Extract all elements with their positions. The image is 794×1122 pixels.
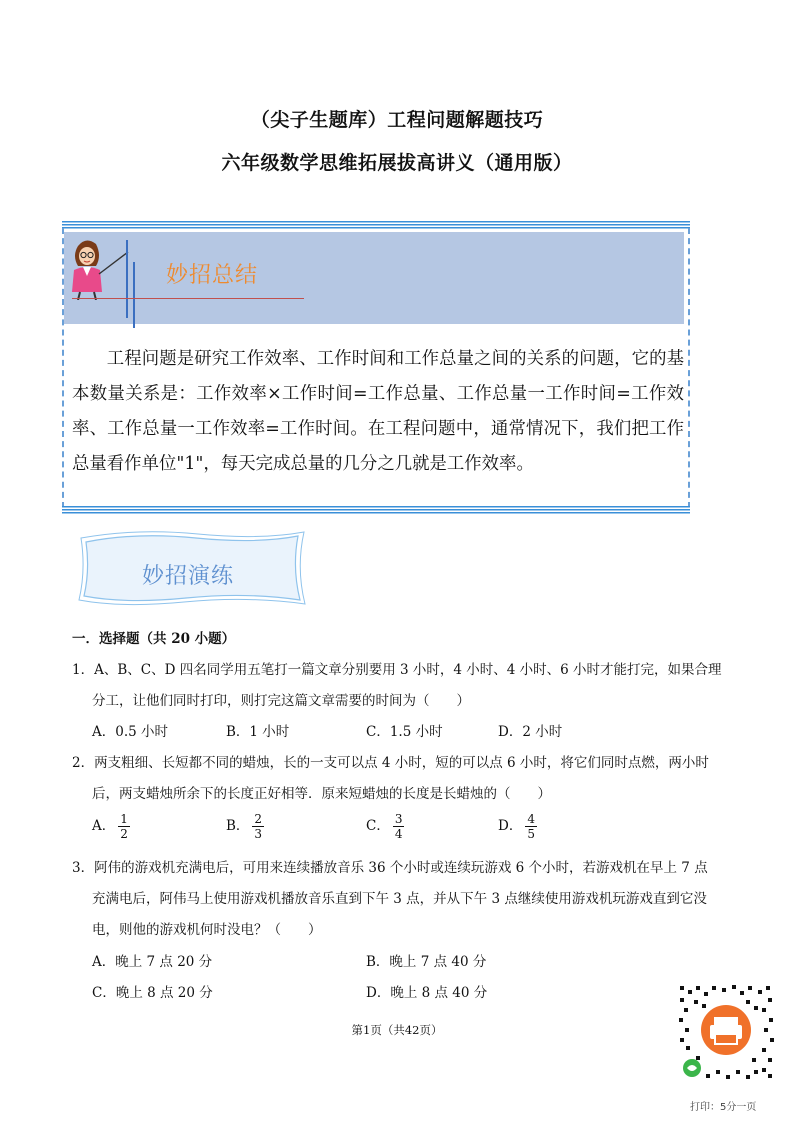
qr-code-icon[interactable]	[676, 982, 776, 1082]
summary-paragraph: 工程问题是研究工作效率、工作时间和工作总量之间的关系的问题，它的基本数量关系是：工作效率×工作时间=工作总量、工作总量一工作时间=工作效率、工作总量一工作效率=工作时间。在工程问题中，通常情况下，我们把工作总量看作单位"1"，每天完成总量的几分之几就是工作效率。	[72, 349, 684, 474]
question-3-line1: 3．阿伟的游戏机充满电后，可用来连续播放音乐 36 个小时或连续玩游戏 6 个小时，若游戏机在早上 7 点	[72, 860, 708, 876]
question-2-line1: 2．两支粗细、长短都不同的蜡烛，长的一支可以点 4 小时，短的可以点 6 小时，将它们同时点燃，两小时	[72, 755, 709, 771]
page-number: 第1页（共42页）	[351, 1023, 443, 1037]
document-subtitle: 六年级数学思维拓展拔高讲义（通用版）	[221, 152, 573, 174]
summary-underline	[72, 298, 304, 299]
fraction-numerator: 2	[254, 812, 263, 826]
option-letter: A．	[92, 818, 116, 834]
bottom-stripe	[62, 506, 690, 515]
fraction	[118, 812, 130, 841]
question-3-option-a: A．晚上 7 点 20 分	[92, 954, 213, 970]
question-2-option-c	[366, 812, 404, 841]
question-2-option-a	[92, 812, 130, 841]
question-2-line2: 后，两支蜡烛所余下的长度正好相等．原来短蜡烛的长度是长蜡烛的（ ）	[92, 786, 551, 802]
fraction	[525, 812, 537, 841]
document-title: （尖子生题库）工程问题解题技巧	[250, 109, 544, 131]
question-1-option-a: A．0.5 小时	[92, 724, 169, 740]
summary-vline	[133, 262, 135, 328]
option-letter: B．	[226, 818, 250, 834]
fraction-denominator: 2	[120, 827, 128, 841]
question-3-option-b: B．晚上 7 点 40 分	[366, 954, 487, 970]
fraction-denominator: 5	[527, 827, 535, 841]
teacher-icon	[66, 236, 132, 300]
option-letter: C．	[366, 818, 390, 834]
section-title: 一．选择题（共 20 小题）	[72, 631, 236, 647]
summary-body	[72, 342, 684, 482]
fraction	[393, 812, 405, 841]
fraction-numerator: 4	[527, 812, 535, 826]
question-2-option-d	[498, 812, 537, 841]
summary-heading: 妙招总结	[166, 263, 259, 288]
question-2-option-b	[226, 812, 264, 841]
question-3-line2: 充满电后，阿伟马上使用游戏机播放音乐直到下午 3 点，并从下午 3 点继续使用游戏机玩游戏直到它没	[92, 891, 707, 907]
question-1-option-b: B．1 小时	[226, 724, 290, 740]
question-3-option-d: D．晚上 8 点 40 分	[366, 985, 488, 1001]
summary-header-band	[64, 232, 684, 324]
practice-heading: 妙招演练	[142, 564, 235, 589]
fraction-denominator: 4	[394, 827, 403, 841]
fraction	[252, 812, 264, 841]
fraction-numerator: 1	[120, 812, 128, 826]
option-letter: D．	[498, 818, 523, 834]
fraction-denominator: 3	[254, 827, 263, 841]
question-1-line2: 分工，让他们同时打印，则打完这篇文章需要的时间为（ ）	[92, 693, 470, 709]
print-info: 打印：5分一页	[690, 1102, 757, 1113]
fraction-numerator: 3	[394, 812, 403, 826]
question-1-option-d: D．2 小时	[498, 724, 563, 740]
question-1-option-c: C．1.5 小时	[366, 724, 443, 740]
question-3-line3: 电，则他的游戏机何时没电？（ ）	[92, 922, 322, 938]
question-1-line1: 1．A、B、C、D 四名同学用五笔打一篇文章分别要用 3 小时，4 小时、4 小时、6 小时才能打完，如果合理	[72, 662, 722, 678]
question-3-option-c: C．晚上 8 点 20 分	[92, 985, 213, 1001]
summary-vline	[126, 240, 128, 318]
